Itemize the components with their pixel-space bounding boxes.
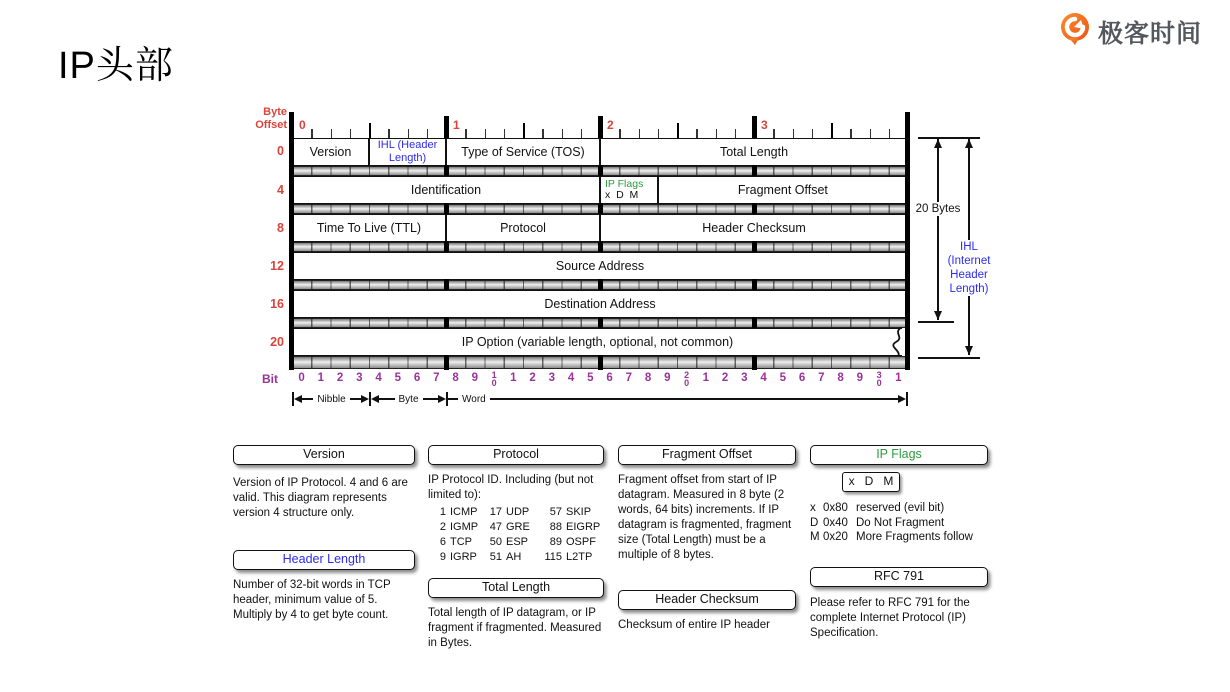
bit-number: 3: [548, 372, 556, 384]
field-header-checksum: Header Checksum: [600, 214, 908, 242]
ruler-tick: [504, 129, 505, 138]
bit-number: 7: [433, 372, 440, 384]
bit-axis-label: Bit: [262, 372, 278, 386]
ruler-tick: [562, 129, 563, 138]
field-ip-option: [292, 328, 902, 356]
field-ip-flags: [600, 176, 658, 204]
nibble-bracket: [292, 392, 369, 406]
protocol-id-entry: [544, 535, 604, 550]
bit-number: 2: [721, 372, 729, 384]
protocol-number: 6: [439, 536, 446, 548]
legend-title-protocol: Protocol: [428, 445, 604, 465]
bit-number: 1: [317, 372, 325, 384]
legend-body-rfc: Please refer to RFC 791 for the complete Internet Protocol (IP) Specification.: [810, 597, 970, 639]
byte-number: 0: [299, 118, 306, 132]
protocol-name: OSPF: [566, 536, 596, 548]
geektime-logo-icon: [1059, 12, 1091, 51]
ip-flag-line: [810, 516, 988, 531]
protocol-number: 115: [544, 551, 562, 563]
header-row-20: [292, 328, 908, 356]
protocol-number: 89: [549, 536, 562, 548]
bit-number: 1: [510, 372, 517, 384]
diagram-left-edge: [289, 112, 294, 370]
ruler-tick: [350, 129, 351, 138]
field-protocol: Protocol: [446, 214, 600, 242]
byte-bracket: [369, 392, 446, 406]
ihl-span-label: IHL (Internet Header Length): [941, 240, 997, 296]
legend-title-rfc: RFC 791: [810, 567, 988, 587]
protocol-name: EIGRP: [566, 521, 601, 533]
bit-number: 5: [394, 372, 402, 384]
protocol-number: 51: [489, 551, 502, 563]
bit-number: 8: [837, 372, 844, 384]
header-row-0: [292, 138, 908, 166]
legend-body-version: Version of IP Protocol. 4 and 6 are valid. This diagram represents version 4 structure only.: [233, 477, 408, 519]
bit-tick-strip: [292, 204, 908, 214]
ruler-tick: [523, 123, 525, 138]
protocol-number: 57: [549, 506, 562, 518]
field-ttl: Time To Live (TTL): [292, 214, 446, 242]
ruler-tick: [369, 123, 371, 138]
legend-title-version: Version: [233, 445, 415, 465]
protocol-id-entry: [428, 550, 484, 565]
protocol-intro: IP Protocol ID. Including (but not limited to):: [428, 474, 594, 501]
bit-number: 2: [529, 372, 536, 384]
ruler-tick: [639, 129, 640, 138]
ip-flag-line: [810, 530, 988, 545]
protocol-name: IGRP: [450, 551, 477, 563]
ruler-tick: [388, 129, 389, 138]
ruler-tick: [812, 129, 813, 138]
legend-body-header-length: Number of 32-bit words in TCP header, minimum value of 5. Multiply by 4 to get byte count.: [233, 579, 391, 621]
protocol-id-entry: [428, 505, 484, 520]
bit-number: 1: [895, 372, 902, 384]
legend-body-total-length: Total length of IP datagram, or IP fragment if fragmented. Measured in Bytes.: [428, 607, 602, 649]
ruler-tick: [793, 129, 794, 138]
protocol-number: 17: [489, 506, 502, 518]
ruler-tick: [331, 129, 332, 138]
flag-key: x: [810, 502, 816, 514]
row-offset: 0: [277, 144, 284, 158]
field-version: Version: [292, 138, 369, 166]
flag-code: 0x80: [823, 502, 848, 514]
field-identification: Identification: [292, 176, 600, 204]
bit-numbers: [292, 371, 908, 393]
protocol-id-entry: [484, 520, 544, 535]
field-destination-address: Destination Address: [292, 290, 908, 318]
protocol-name: IGMP: [450, 521, 479, 533]
protocol-name: L2TP: [566, 551, 593, 563]
span-bottom-line: [918, 357, 980, 359]
ruler-tick: [889, 129, 890, 138]
bit-number: 1 0: [491, 370, 497, 388]
protocol-id-entry: [428, 520, 484, 535]
page-title: IP头部: [58, 45, 174, 87]
bit-number: 7: [625, 372, 633, 384]
byte-label: Byte: [398, 393, 419, 405]
legend-col-fragment-offset: [618, 440, 796, 670]
nibble-label: Nibble: [317, 393, 346, 405]
bytes-20-label: 20 Bytes: [913, 202, 963, 216]
legend-body-header-checksum: Checksum of entire IP header: [618, 619, 770, 631]
ruler-tick: [716, 129, 717, 138]
protocol-name: SKIP: [566, 506, 592, 518]
span-20b-line: [918, 321, 954, 323]
diagram-right-edge: [905, 112, 910, 370]
protocol-name: UDP: [506, 506, 530, 518]
flag-description: Do Not Fragment: [856, 516, 945, 529]
protocol-name: ESP: [506, 536, 529, 548]
protocol-name: ICMP: [450, 506, 478, 518]
torn-edge-icon: [889, 327, 904, 358]
protocol-id-entry: [484, 550, 544, 565]
bit-number: 9: [471, 372, 479, 384]
ruler-tick: [773, 129, 774, 138]
legend-col-ip-flags: [810, 440, 988, 670]
legend-title-fragment-offset: Fragment Offset: [618, 445, 796, 465]
field-tos: Type of Service (TOS): [446, 138, 600, 166]
legend-title-header-length: Header Length: [233, 550, 415, 570]
byte-number: 1: [453, 118, 460, 132]
protocol-id-table: [428, 505, 604, 565]
bit-number: 8: [644, 372, 652, 384]
protocol-number: 2: [439, 521, 446, 533]
bit-number: 8: [452, 372, 459, 384]
protocol-id-entry: [544, 520, 604, 535]
bit-number: 5: [779, 372, 787, 384]
ip-flags-label: IP Flags: [605, 177, 644, 190]
bit-number: 6: [606, 372, 613, 384]
word-label: Word: [462, 393, 486, 405]
ip-flags-bits: x D M: [605, 189, 639, 201]
bit-tick-strip: [292, 166, 908, 176]
ruler-tick: [542, 129, 543, 138]
row-offset: 12: [270, 259, 284, 273]
bit-tick-strip: [292, 280, 908, 290]
byte-ruler: [292, 118, 908, 138]
flag-code: 0x40: [823, 516, 848, 529]
bit-number: 3: [356, 372, 363, 384]
protocol-number: 50: [489, 536, 502, 548]
row-offset: 16: [270, 297, 284, 311]
ruler-tick: [485, 129, 486, 138]
ruler-tick: [427, 129, 428, 138]
ruler-tick: [658, 129, 659, 138]
byte-boundary-mark: [752, 355, 757, 370]
protocol-id-entry: [484, 505, 544, 520]
bit-number: 4: [760, 372, 767, 384]
bit-number: 0: [298, 372, 305, 384]
bit-number: 4: [375, 372, 382, 384]
ruler-tick: [735, 129, 736, 138]
legend-title-header-checksum: Header Checksum: [618, 590, 796, 610]
bit-number: 4: [567, 372, 575, 384]
ruler-tick: [696, 129, 697, 138]
bytes-20-arrow: [937, 139, 939, 320]
ruler-tick: [465, 129, 466, 138]
bit-number: 9: [856, 372, 864, 384]
protocol-name: GRE: [506, 521, 530, 533]
header-row-16: [292, 290, 908, 318]
byte-offset-axis-label: Byte Offset: [255, 106, 287, 131]
ip-flag-line: [810, 501, 988, 516]
bit-tick-strip: [292, 242, 908, 252]
field-ihl: IHL (Header Length): [369, 138, 446, 166]
legend-body-fragment-offset: Fragment offset from start of IP datagram. Measured in 8 byte (2 words, 64 bits) increments. If IP datagram is fragmented, fragment size (Total Length) must be a multiple of 8 bytes.: [618, 474, 792, 561]
legend-body-protocol: [428, 473, 604, 565]
ip-flags-list: [810, 501, 988, 545]
bit-number: 6: [798, 372, 806, 384]
ruler-tick: [408, 129, 409, 138]
protocol-name: AH: [506, 551, 522, 563]
ruler-tick: [831, 123, 833, 138]
bit-number: 2 0: [684, 370, 690, 388]
flag-description: More Fragments follow: [856, 531, 973, 543]
protocol-name: TCP: [450, 536, 472, 548]
header-row-8: [292, 214, 908, 242]
ip-option-label: IP Option (variable length, optional, not common): [461, 334, 734, 349]
legend-col-protocol: [428, 440, 604, 670]
legend-title-total-length: Total Length: [428, 578, 604, 598]
flag-key: M: [810, 531, 820, 543]
word-bracket: [446, 392, 908, 406]
flag-description: reserved (evil bit): [856, 502, 945, 514]
flag-code: 0x20: [823, 531, 848, 543]
bit-number: 7: [818, 372, 825, 384]
header-row-12: [292, 252, 908, 280]
ruler-tick: [311, 129, 312, 138]
field-source-address: Source Address: [292, 252, 908, 280]
protocol-id-entry: [544, 505, 604, 520]
byte-number: 3: [761, 118, 768, 132]
protocol-number: 88: [549, 521, 562, 533]
field-total-length: Total Length: [600, 138, 908, 166]
protocol-id-entry: [428, 535, 484, 550]
byte-boundary-mark: [598, 355, 603, 370]
legend-col-version: [233, 440, 415, 670]
ip-header-diagram: [240, 100, 1010, 420]
header-row-4: [292, 176, 908, 204]
protocol-number: 9: [439, 551, 446, 563]
protocol-id-entry: [544, 550, 604, 565]
ruler-tick: [870, 129, 871, 138]
field-fragment-offset: Fragment Offset: [658, 176, 908, 204]
ruler-tick: [677, 123, 679, 138]
bit-number: 6: [413, 372, 421, 384]
flag-key: D: [810, 516, 819, 529]
byte-boundary-mark: [444, 116, 449, 140]
row-offset: 20: [270, 335, 284, 349]
bit-number: 1: [702, 372, 710, 384]
bit-number: 5: [587, 372, 594, 384]
bit-number: 3: [741, 372, 748, 384]
brand-logo: [1059, 12, 1202, 51]
byte-boundary-mark: [752, 116, 757, 140]
ruler-tick: [850, 129, 851, 138]
byte-boundary-mark: [598, 116, 603, 140]
byte-boundary-mark: [444, 355, 449, 370]
row-offset: 8: [277, 221, 284, 235]
legend-title-ip-flags: IP Flags: [810, 445, 988, 465]
byte-number: 2: [607, 118, 614, 132]
bit-ruler-strip: [292, 356, 908, 369]
row-offset: 4: [277, 183, 284, 197]
bit-number: 9: [664, 372, 671, 384]
protocol-number: 1: [439, 506, 446, 518]
protocol-number: 47: [489, 521, 502, 533]
bit-number: 3 0: [876, 370, 882, 388]
ruler-tick: [619, 129, 620, 138]
xdm-box: x D M: [842, 472, 900, 492]
brand-name: 极客时间: [1097, 19, 1202, 48]
ruler-tick: [581, 129, 582, 138]
bit-number: 2: [336, 372, 344, 384]
bit-tick-strip: [292, 318, 908, 328]
protocol-id-entry: [484, 535, 544, 550]
